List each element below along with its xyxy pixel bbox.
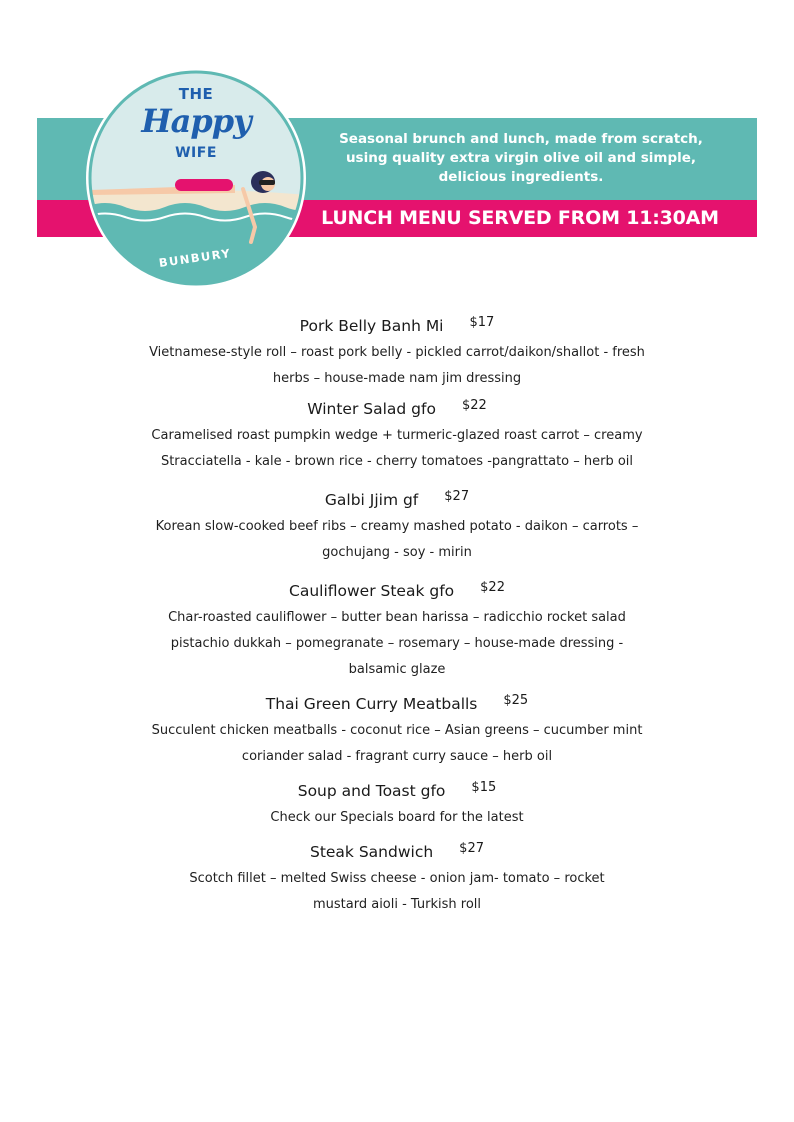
menu-item (100, 693, 694, 770)
lunch-menu (100, 315, 694, 918)
menu-item (100, 841, 694, 918)
menu-item-price: $22 (461, 398, 487, 413)
description-line: Stracciatella - kale - brown rice - cherry tomatoes -pangrattato – herb oil (160, 454, 634, 469)
description-line: herbs – house-made nam jim dressing (272, 371, 522, 386)
logo-text-the: THE (178, 85, 214, 103)
menu-item (100, 315, 694, 392)
description-line: Check our Specials board for the latest (270, 810, 524, 825)
tagline: Seasonal brunch and lunch, made from scratch, using quality extra virgin olive oil and simple, delicious ingredients. (339, 131, 703, 185)
menu-item-title: Pork Belly Banh Mi (299, 317, 444, 335)
logo-text-wife: WIFE (175, 145, 217, 161)
description-line: Caramelised roast pumpkin wedge + turmeric-glazed roast carrot – creamy (151, 428, 643, 443)
description-line: coriander salad - fragrant curry sauce – herb oil (241, 749, 553, 764)
menu-item (100, 780, 694, 831)
lunch-served-banner: LUNCH MENU SERVED FROM 11:30AM (321, 207, 719, 229)
description-line: Vietnamese-style roll – roast pork belly - pickled carrot/daikon/shallot - fresh (149, 345, 645, 360)
description-line: Korean slow-cooked beef ribs – creamy mashed potato - daikon – carrots – (155, 519, 639, 534)
menu-item-price: $25 (503, 693, 529, 708)
logo-text-location: BUNBURY (157, 245, 233, 271)
menu-item-description (100, 718, 694, 770)
menu-item-title: Winter Salad gfo (307, 400, 436, 418)
description-line: Char-roasted cauliflower – butter bean harissa – radicchio rocket salad (168, 610, 626, 625)
menu-item-title: Galbi Jjim gf (324, 491, 419, 509)
menu-item-price: $27 (459, 841, 484, 856)
menu-item (100, 489, 694, 566)
description-line: Scotch fillet – melted Swiss cheese - onion jam- tomato – rocket (189, 871, 605, 886)
menu-item-title: Steak Sandwich (309, 843, 434, 861)
menu-item (100, 580, 694, 683)
menu-item-description (100, 340, 694, 392)
menu-item-description (100, 605, 694, 683)
menu-item-price: $22 (480, 580, 505, 595)
menu-item (100, 398, 694, 475)
menu-item-price: $17 (469, 315, 495, 330)
menu-item-title: Thai Green Curry Meatballs (265, 695, 478, 713)
menu-item-title: Soup and Toast gfo (297, 782, 446, 800)
menu-item-title: Cauliflower Steak gfo (289, 582, 455, 600)
description-line: balsamic glaze (348, 662, 446, 677)
description-line: Succulent chicken meatballs - coconut rice – Asian greens – cucumber mint (151, 723, 643, 738)
menu-item-price: $15 (471, 780, 497, 795)
description-line: gochujang - soy - mirin (322, 545, 472, 560)
menu-item-price: $27 (444, 489, 470, 504)
menu-item-description (100, 423, 694, 475)
description-line: mustard aioli - Turkish roll (312, 897, 482, 912)
menu-item-description (100, 805, 694, 831)
description-line: pistachio dukkah – pomegranate – rosemary – house-made dressing - (170, 636, 624, 651)
menu-item-description (100, 514, 694, 566)
logo-text-happy: Happy (141, 102, 251, 140)
menu-item-description (100, 866, 694, 918)
